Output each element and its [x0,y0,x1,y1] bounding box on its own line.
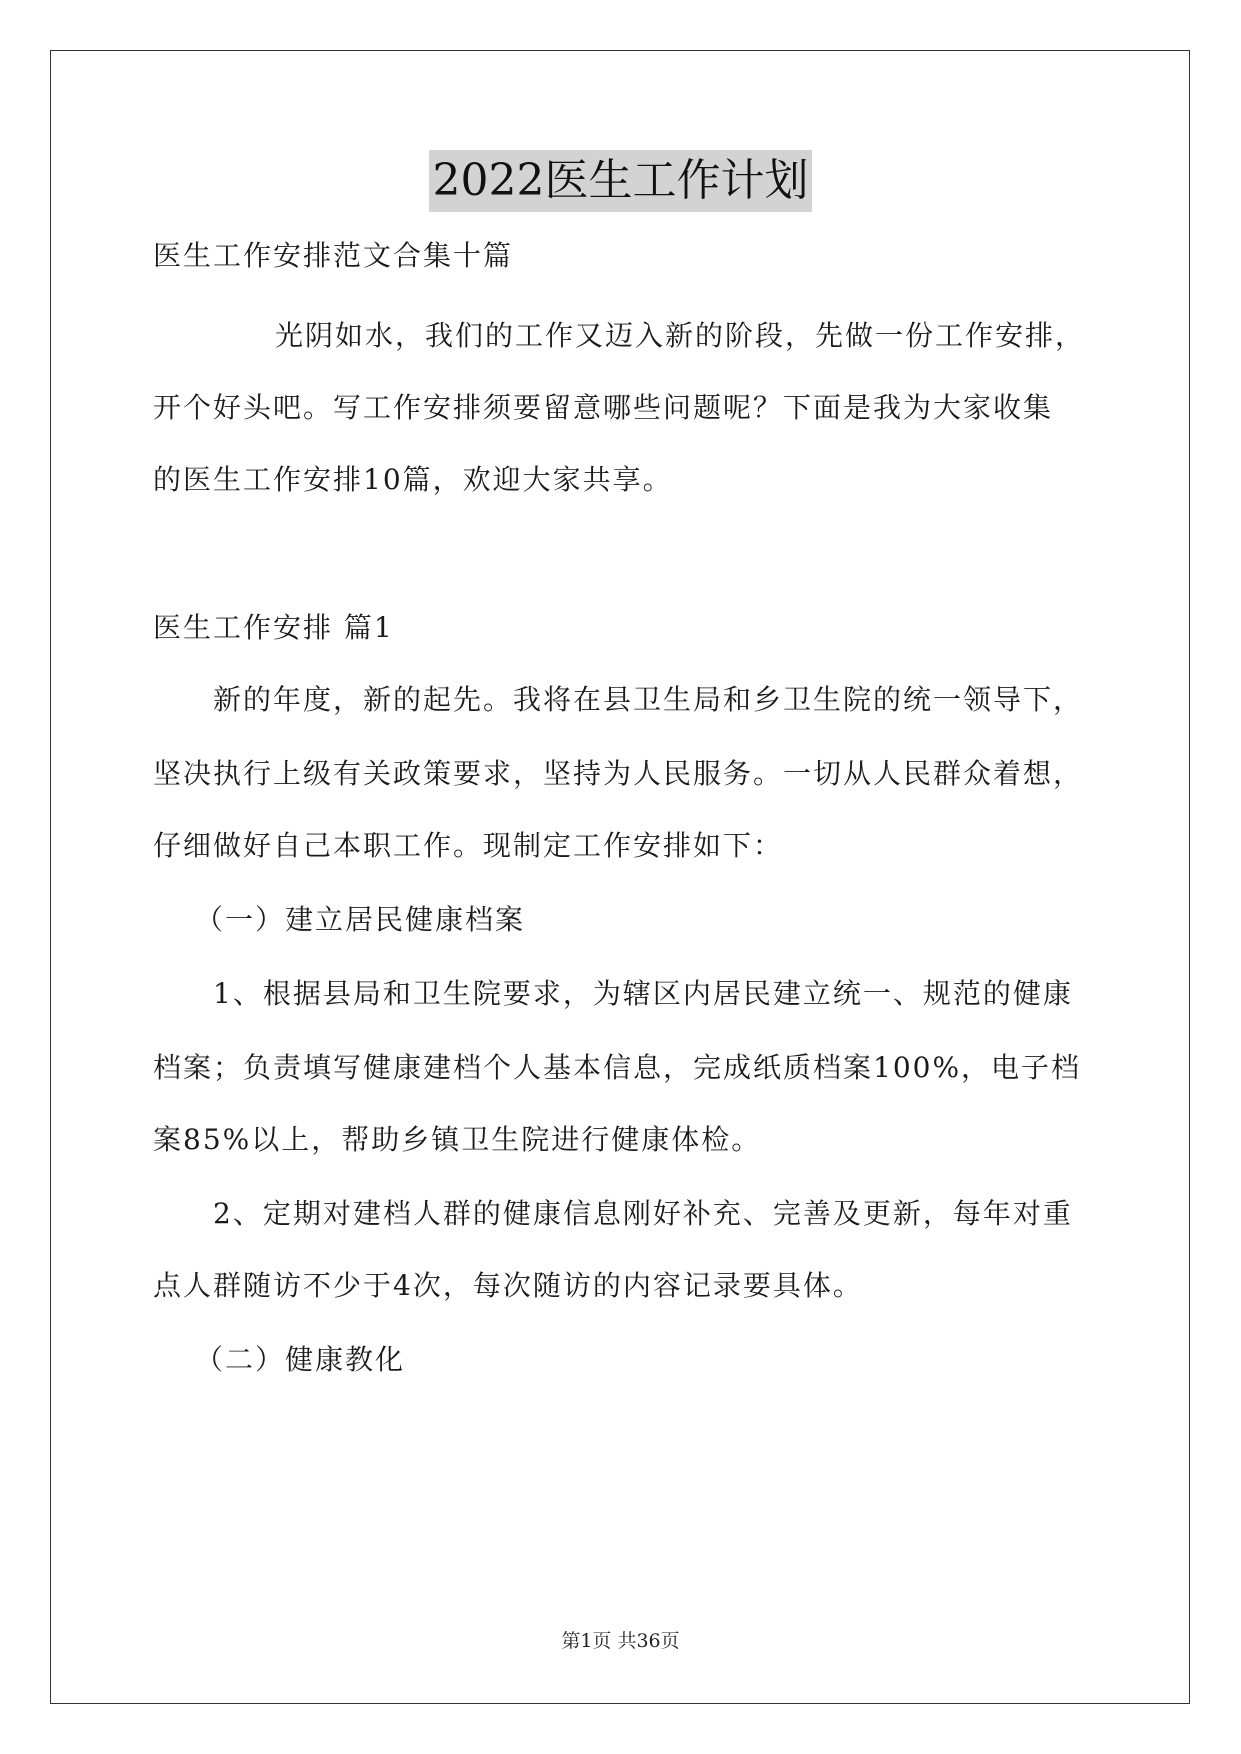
section-heading: 医生工作安排 篇1 [153,611,394,644]
page-border [50,50,1190,1704]
body-line: 点人群随访不少于4次，每次随访的内容记录要具体。 [153,1269,863,1302]
body-line: 坚决执行上级有关政策要求，坚持为人民服务。一切从人民群众着想， [153,757,1084,790]
subsection-heading: （一）建立居民健康档案 [195,903,526,936]
subsection-heading: （二）健康教化 [195,1343,406,1376]
body-line: 医生工作安排范文合集十篇 [153,239,514,272]
body-line: 2、定期对建档人群的健康信息刚好补充、完善及更新，每年对重 [213,1197,1073,1230]
body-line: 新的年度，新的起先。我将在县卫生局和乡卫生院的统一领导下， [213,683,1084,716]
body-line: 档案；负责填写健康建档个人基本信息，完成纸质档案100%，电子档 [153,1051,1082,1084]
document-title: 2022医生工作计划 [429,150,813,212]
body-line: 案85%以上，帮助乡镇卫生院进行健康体检。 [153,1123,762,1156]
body-line: 1、根据县局和卫生院要求，为辖区内居民建立统一、规范的健康 [213,977,1073,1010]
body-line: 开个好头吧。写工作安排须要留意哪些问题呢？下面是我为大家收集 [153,391,1054,424]
page-number-footer: 第1页 共36页 [561,1630,680,1652]
body-line: 仔细做好自己本职工作。现制定工作安排如下： [153,829,784,862]
body-line: 光阴如水，我们的工作又迈入新的阶段，先做一份工作安排， [275,319,1086,352]
title-container [0,150,1241,212]
body-line: 的医生工作安排10篇，欢迎大家共享。 [153,463,673,496]
